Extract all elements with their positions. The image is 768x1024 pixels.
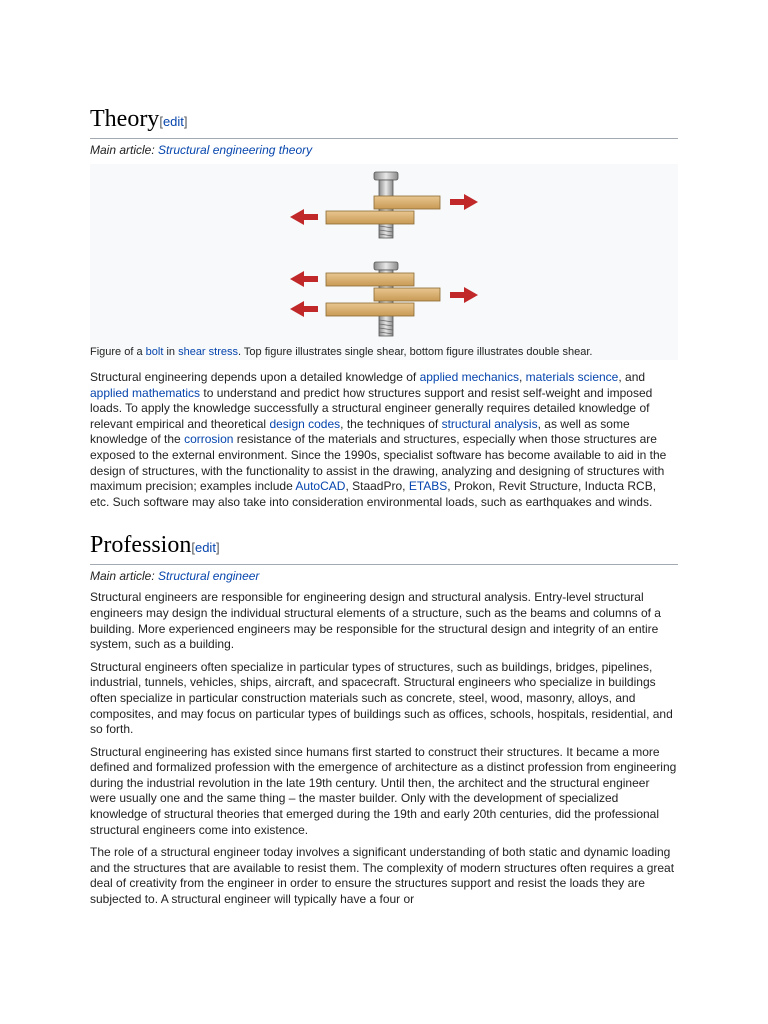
profession-hatnote: Main article: Structural engineer (90, 569, 260, 584)
single-shear-bolt (290, 172, 478, 238)
bolt-link[interactable]: bolt (145, 346, 164, 358)
theory-heading-text: Theory (90, 106, 160, 132)
theory-paragraph: Structural engineering depends upon a detailed knowledge of applied mechanics, materials science, and applied mathematics to understand and predict how structures support and resist self-weight and imposed loads. To apply the knowledge successfully a structural engineer generally requires detailed knowledge of relevant empirical and theoretical design codes, the techniques of structural analysis, as well as some knowledge of the corrosion resistance of the materials and structures, especially when those structures are exposed to the external environment. Since the 1990s, specialist software has become available to aid in the design of structures, with the functionality to assist in the drawing, analyzing and designing of structures with maximum precision; examples include AutoCAD, StaadPro, ETABS, Prokon, Revit Structure, Inducta RCB, etc. Such software may also take into consideration environmental loads, such as earthquakes and winds. (90, 370, 667, 509)
profession-paragraph-3: Structural engineering has existed since humans first started to construct their structures. It became a more defined and formalized profession with the emergence of architecture as a distinct profession from engineering during the industrial revolution in the late 19th century. Until then, the architect and the structural engineer were usually one and the same thing – the master builder. Only with the development of specialized knowledge of structural theories that emerged during the 19th and early 20th centuries, did the professional structural engineers come into existence. (90, 744, 677, 837)
arrow-left-icon (290, 271, 318, 287)
structural-analysis-link[interactable]: structural analysis (441, 416, 538, 431)
profession-edit-link[interactable]: edit (194, 540, 216, 556)
theory-edit-link[interactable]: edit (162, 114, 184, 129)
double-shear-bolt (290, 262, 478, 336)
etabs-link[interactable]: ETABS (408, 479, 448, 494)
corrosion-link[interactable]: corrosion (184, 432, 234, 447)
structural-engineering-theory-link[interactable]: Structural engineering theory (158, 143, 313, 157)
arrow-right-icon (450, 194, 478, 210)
profession-heading: Profession[edit] (90, 530, 678, 565)
materials-science-link[interactable]: materials science (525, 370, 619, 384)
arrow-left-icon (290, 301, 318, 317)
applied-mathematics-link[interactable]: applied mathematics (90, 385, 201, 400)
autocad-link[interactable]: AutoCAD (295, 479, 346, 494)
theory-hatnote: Main article: Structural engineering theory (90, 143, 313, 157)
profession-paragraph-1: Structural engineers are responsible for engineering design and structural analysis. Entry-level structural engineers may design the individual structural elements of a structure, such as the beams and columns of a building. More experienced engineers may be responsible for the structural design and integrity of an entire system, such as a building. (90, 590, 661, 652)
bolt-shear-figure (90, 164, 678, 360)
bolt-shear-diagram (290, 170, 490, 340)
profession-paragraph-2: Structural engineers often specialize in particular types of structures, such as buildings, bridges, pipelines, industrial, tunnels, vehicles, ships, aircraft, and spacecraft. Structural engineers who specialize in buildings often specialize in particular construction materials such as concrete, steel, wood, masonry, alloys, and composites, and may focus on particular types of buildings such as offices, schools, hospitals, residential, and so forth. (90, 659, 673, 737)
figure-caption: Figure of a bolt in shear stress. Top figure illustrates single shear, bottom figure illustrates double shear. (90, 346, 593, 358)
structural-engineer-link[interactable]: Structural engineer (158, 569, 260, 584)
arrow-right-icon (450, 287, 478, 303)
applied-mechanics-link[interactable]: applied mechanics (419, 370, 519, 384)
shear-stress-link[interactable]: shear stress (178, 346, 238, 358)
article-content (90, 104, 678, 915)
theory-heading: Theory[edit] (90, 104, 678, 139)
design-codes-link[interactable]: design codes (269, 416, 341, 431)
arrow-left-icon (290, 209, 318, 225)
profession-paragraph-4: The role of a structural engineer today involves a significant understanding of both static and dynamic loading and the structures that are available to resist them. The complexity of modern structures often requires a great deal of creativity from the engineer in order to ensure the structures support and resist the loads they are subjected to. A structural engineer will typically have a four or (90, 845, 675, 907)
profession-heading-text: Profession (90, 532, 192, 559)
